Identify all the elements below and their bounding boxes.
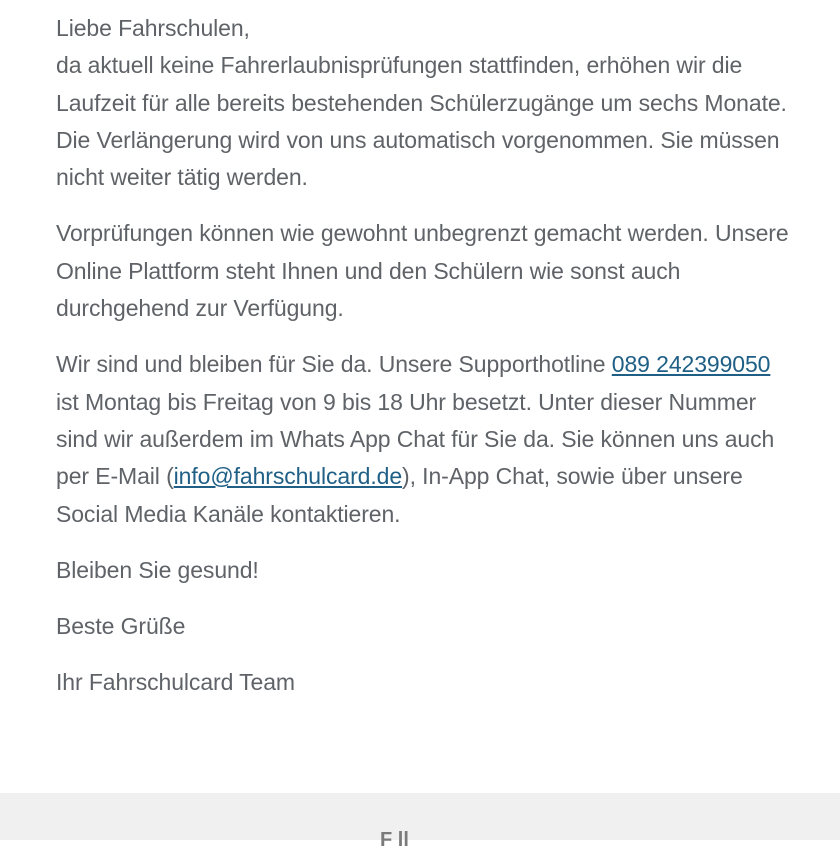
closing-wish: Bleiben Sie gesund! xyxy=(56,556,259,583)
support-phone-link[interactable]: 089 242399050 xyxy=(611,351,771,378)
closing-regards: Beste Grüße xyxy=(56,613,186,640)
support-email-link[interactable]: info@fahrschulcard.de xyxy=(173,463,403,490)
email-footer xyxy=(0,793,840,851)
support-paragraph xyxy=(56,346,796,532)
email-greeting-paragraph xyxy=(56,10,796,196)
platform-paragraph: Vorprüfungen können wie gewohnt unbegrenzt gemacht werden. Unsere Online Plattform steht Ihnen und den Schülern wie sonst auch durchgehend zur Verfügung. xyxy=(56,220,789,322)
greeting-text: Liebe Fahrschulen, xyxy=(56,15,250,41)
footer-partial-text: F ll xyxy=(380,829,409,851)
support-text-1: Wir sind und bleiben für Sie da. Unsere Supporthotline xyxy=(56,351,612,378)
email-body xyxy=(56,10,796,721)
support-text-3: ), In-App Chat, sowie über unsere Social Media Kanäle kontaktieren. xyxy=(56,463,743,527)
support-text-2: ist Montag bis Freitag von 9 bis 18 Uhr besetzt. Unter dieser Nummer sind wir außerdem im Whats App Chat für Sie da. Sie können uns auch per E-Mail ( xyxy=(56,388,775,490)
signature: Ihr Fahrschulcard Team xyxy=(56,669,295,696)
intro-text: da aktuell keine Fahrerlaubnisprüfungen stattfinden, erhöhen wir die Laufzeit für alle bereits bestehenden Schülerzugänge um sechs Monate. Die Verlängerung wird von uns automatisch vorgenommen. Sie müssen nicht weiter tätig werden. xyxy=(56,52,787,191)
